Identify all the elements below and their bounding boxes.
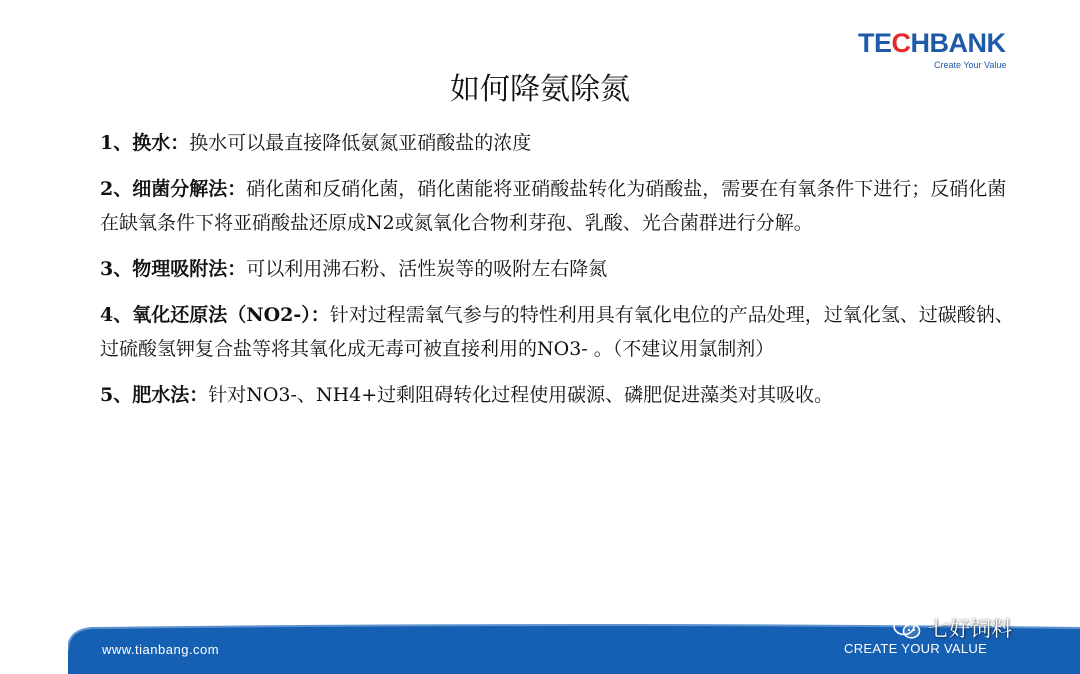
- item-body: 硝化菌和反硝化菌，硝化菌能将亚硝酸盐转化为硝酸盐，需要在有氧条件下进行；反硝化菌在缺氧条件下将亚硝酸盐还原成N2或氮氧化合物利芽孢、乳酸、光合菌群进行分解。: [100, 178, 1007, 234]
- logo-tagline: Create Your Value: [934, 60, 1007, 70]
- logo-wordmark: [858, 28, 1006, 59]
- item-body: 换水可以最直接降低氨氮亚硝酸盐的浓度: [189, 132, 532, 154]
- logo-part-c: C: [891, 28, 911, 58]
- list-item: [100, 252, 1015, 286]
- item-body: 针对NO3-、NH4+过剩阻碍转化过程使用碳源、磷肥促进藻类对其吸收。: [208, 384, 834, 406]
- footer-slogan: CREATE YOUR VALUE: [844, 641, 988, 656]
- slide-content: [100, 126, 1015, 424]
- list-item: [100, 298, 1015, 366]
- item-heading: 2、细菌分解法：: [100, 178, 247, 200]
- slide-title: 如何降氨除氮: [450, 72, 630, 107]
- list-item: [100, 126, 1015, 160]
- list-item: [100, 378, 1015, 412]
- item-body: 可以利用沸石粉、活性炭等的吸附左右降氮: [246, 258, 608, 280]
- wechat-watermark: [892, 612, 1012, 644]
- logo-part-hbank: HBANK: [910, 28, 1006, 58]
- list-item: [100, 172, 1015, 240]
- item-heading: 1、换水：: [100, 132, 190, 154]
- watermark-text: 七好饲料: [928, 617, 1012, 641]
- item-heading: 3、物理吸附法：: [100, 258, 247, 280]
- logo-part-te: TE: [858, 28, 892, 58]
- item-heading: 4、氧化还原法（NO2-）：: [100, 304, 330, 326]
- footer-url: www.tianbang.com: [102, 642, 220, 657]
- wechat-icon: [892, 615, 922, 641]
- item-body: 针对过程需氧气参与的特性利用具有氧化电位的产品处理，过氧化氢、过碳酸钠、过硫酸氢钾复合盐等将其氧化成无毒可被直接利用的NO3- 。（不建议用氯制剂）: [100, 304, 1014, 360]
- item-heading: 5、肥水法：: [100, 384, 209, 406]
